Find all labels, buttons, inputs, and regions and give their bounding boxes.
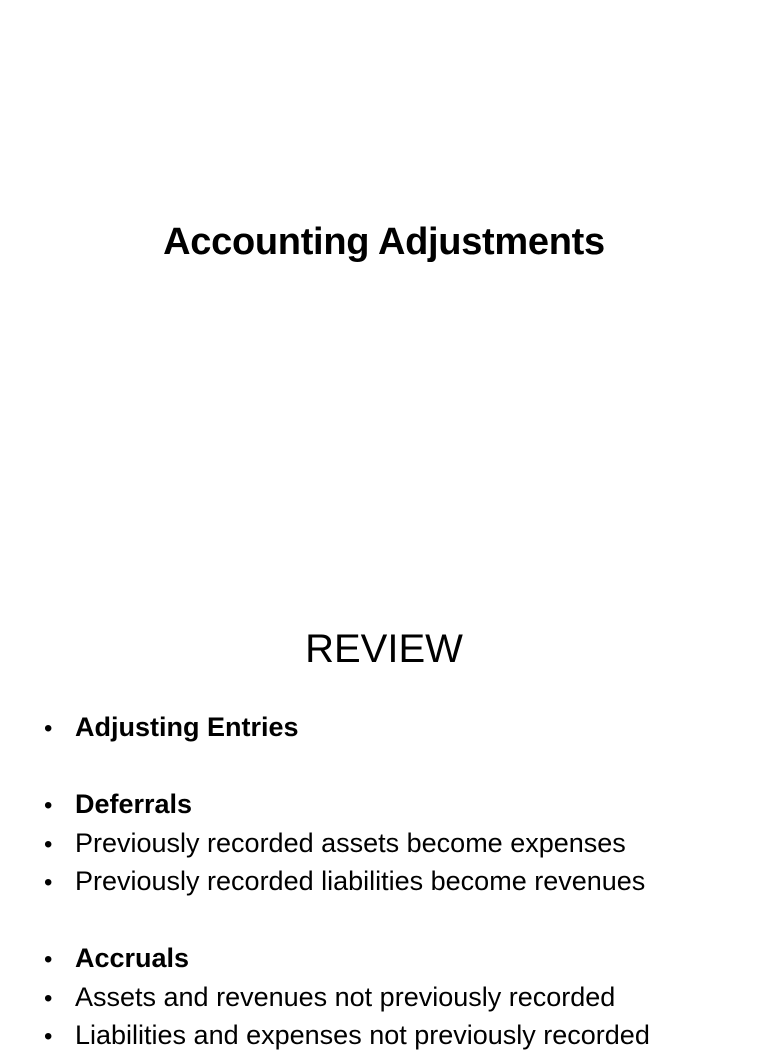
bullet-item <box>44 708 650 747</box>
bullet-icon: • <box>44 792 53 819</box>
bullet-item <box>44 1016 650 1055</box>
bullet-text: Liabilities and expenses not previously recorded <box>75 1020 650 1050</box>
bullet-text: Previously recorded liabilities become revenues <box>75 866 646 896</box>
bullet-text: Assets and revenues not previously recorded <box>75 981 616 1012</box>
bullet-spacer <box>44 901 650 940</box>
bullet-text: Deferrals <box>75 789 193 819</box>
bullet-icon: • <box>44 715 53 742</box>
bullet-icon: • <box>44 1023 53 1050</box>
bullet-item <box>44 862 650 901</box>
review-slide <box>0 560 768 1050</box>
bullet-text: Previously recorded assets become expenses <box>75 827 626 858</box>
bullet-item <box>44 785 650 824</box>
bullet-item <box>44 939 650 978</box>
slide-title: Accounting Adjustments <box>163 221 605 263</box>
bullet-list <box>44 708 650 1055</box>
bullet-text: Adjusting Entries <box>75 712 299 742</box>
bullet-text: Accruals <box>75 943 190 973</box>
bullet-item <box>44 978 650 1017</box>
bullet-icon: • <box>44 984 53 1012</box>
bullet-item <box>44 824 650 863</box>
bullet-icon: • <box>44 830 53 858</box>
bullet-spacer <box>44 747 650 786</box>
slide-title: REVIEW <box>305 627 463 671</box>
bullet-icon: • <box>44 869 53 896</box>
bullet-icon: • <box>44 946 53 973</box>
